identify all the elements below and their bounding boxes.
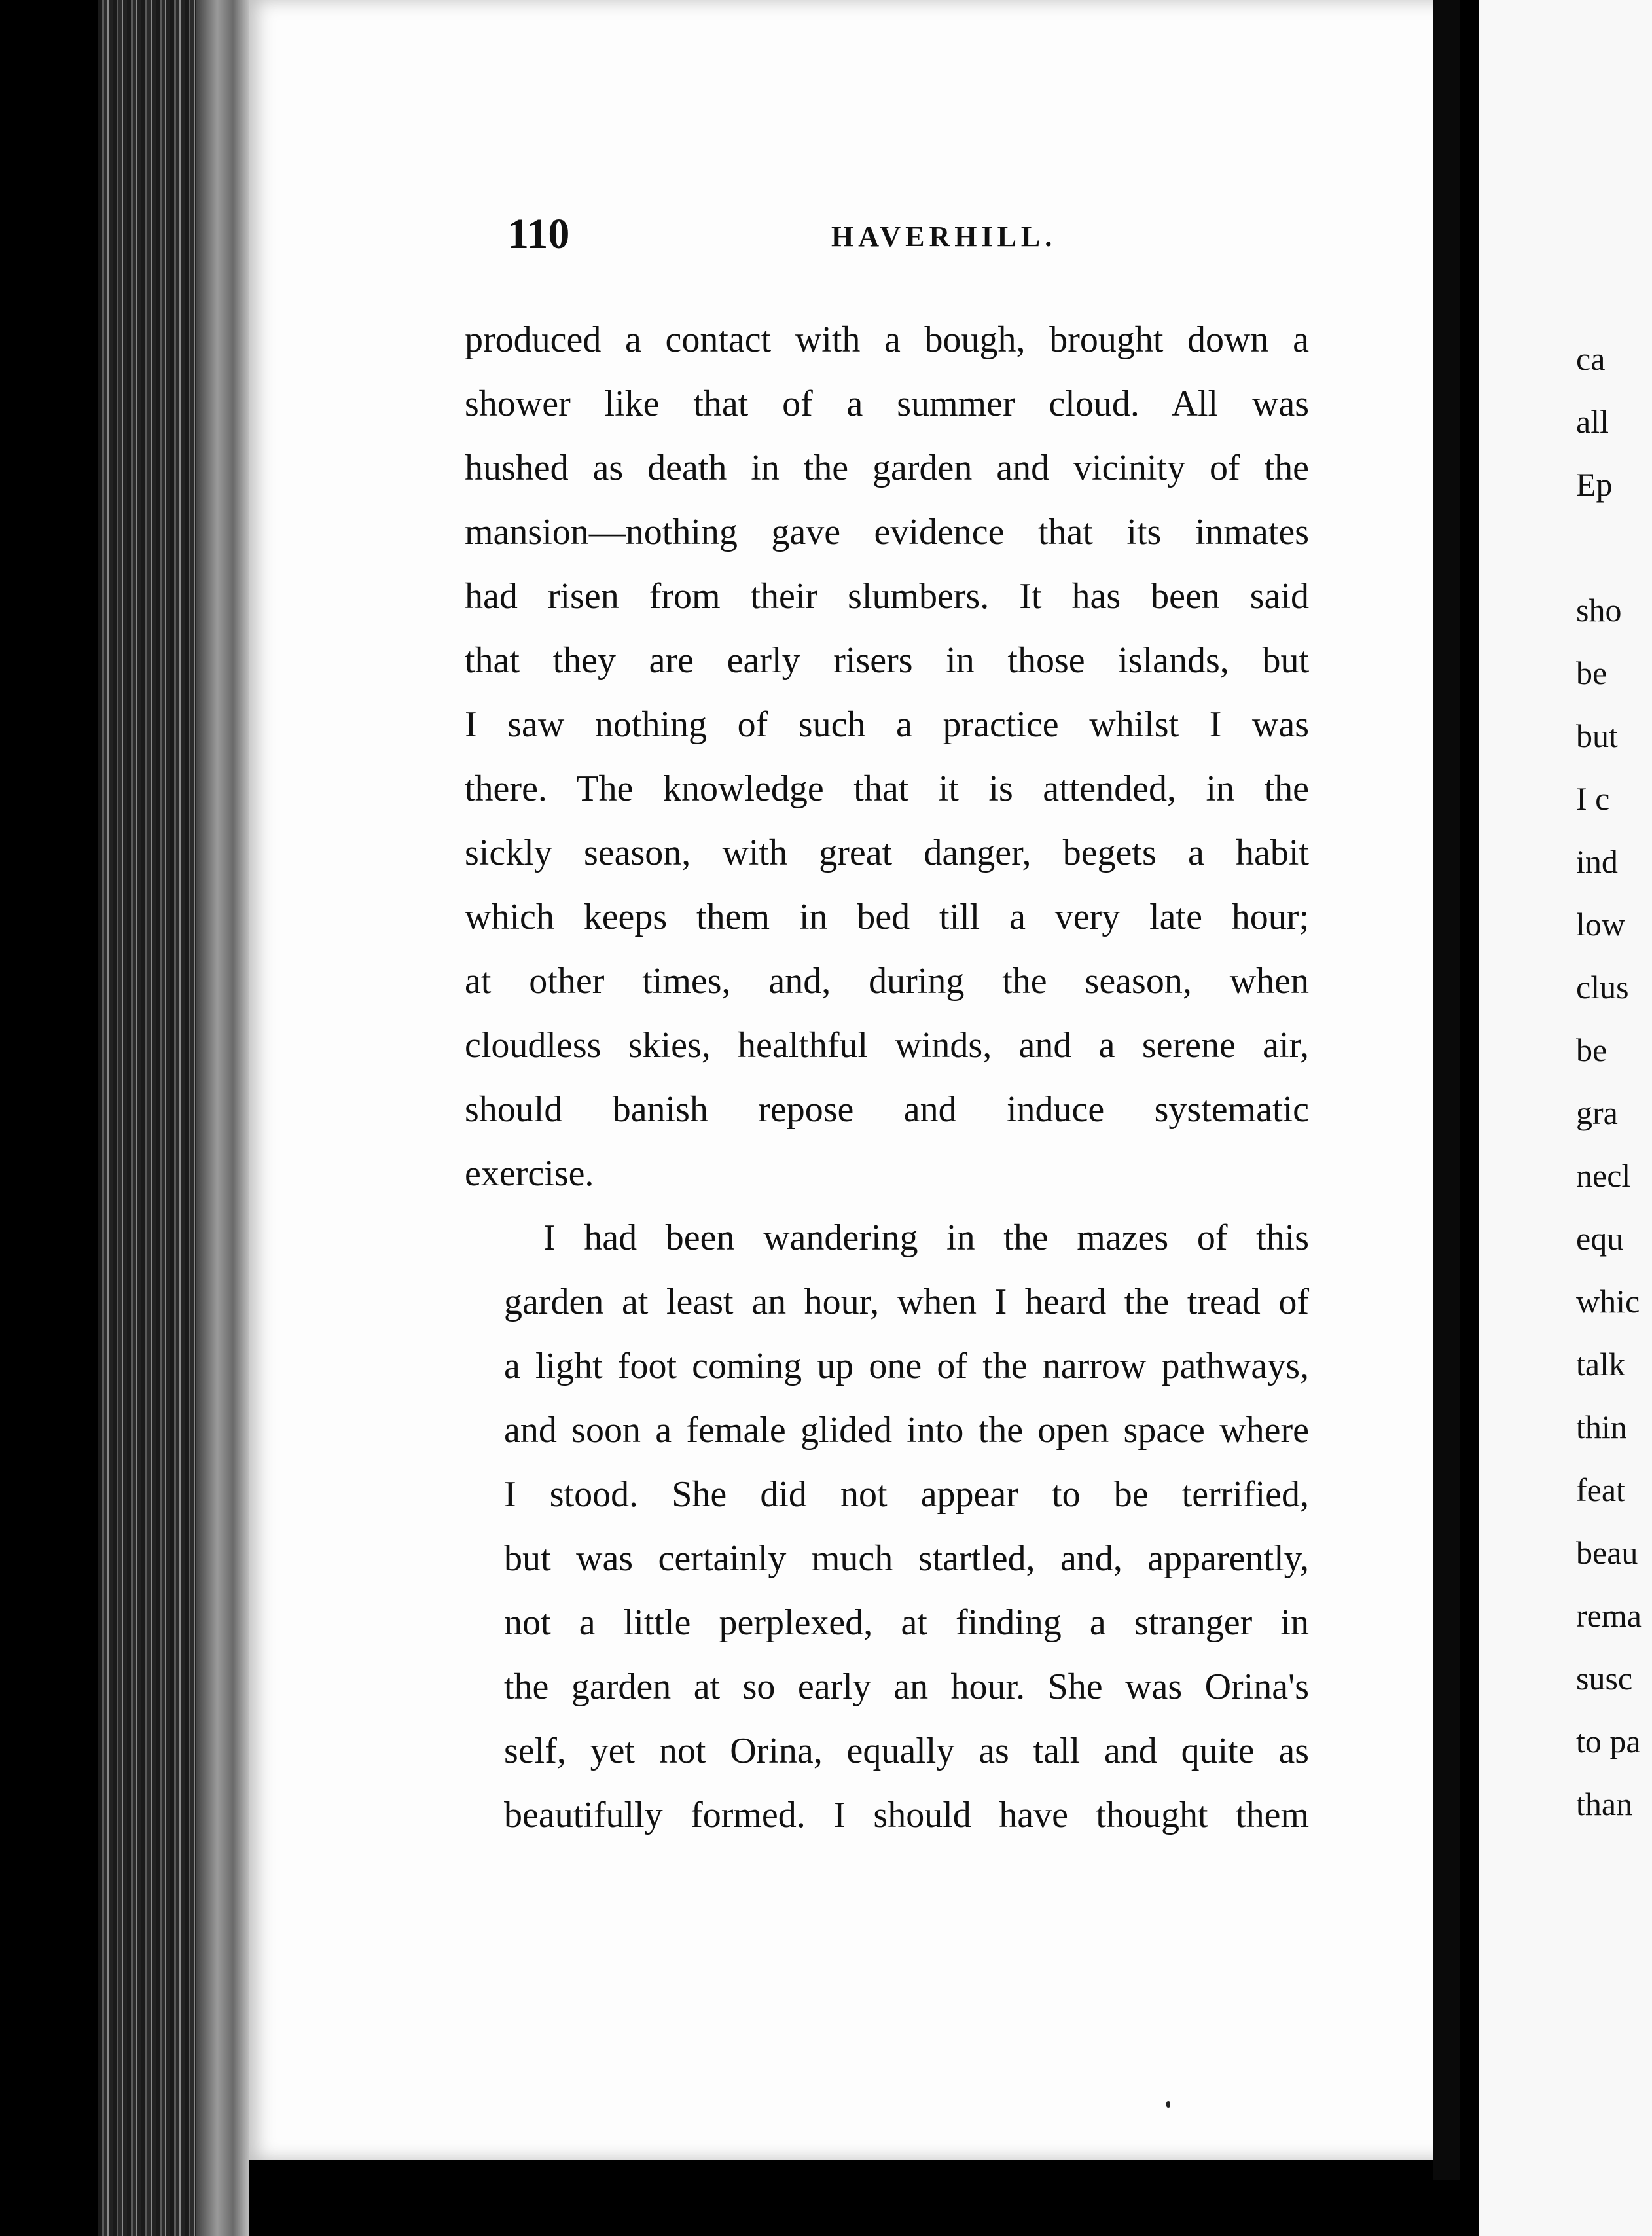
facing-fragment: than	[1576, 1786, 1633, 1822]
facing-fragment: to pa	[1576, 1723, 1641, 1759]
facing-fragment: clus	[1576, 969, 1629, 1005]
text-line: at other times, and, during the season, when	[465, 961, 1309, 1001]
facing-fragment: be	[1576, 655, 1607, 691]
text-line: cloudless skies, healthful winds, and a serene air,	[465, 1025, 1309, 1066]
text-line: sickly season, with great danger, begets a habit	[465, 833, 1309, 873]
text-line: garden at least an hour, when I heard the tread of	[504, 1282, 1309, 1322]
facing-fragment	[1576, 516, 1652, 579]
running-head: HAVERHILL.	[831, 221, 1057, 253]
ink-speck	[1166, 2101, 1170, 2108]
text-line: which keeps them in bed till a very late hour;	[465, 897, 1309, 937]
facing-fragment: I c	[1576, 780, 1610, 817]
facing-fragment: low	[1576, 906, 1625, 943]
facing-fragment: susc	[1576, 1660, 1633, 1697]
text-line: not a little perplexed, at finding a stranger in	[504, 1602, 1309, 1643]
text-line: had risen from their slumbers. It has been said	[465, 576, 1309, 617]
facing-fragment: ca	[1576, 340, 1606, 377]
facing-fragment: ind	[1576, 843, 1618, 880]
text-line: that they are early risers in those islands, but	[465, 640, 1309, 681]
facing-fragment: whic	[1576, 1283, 1640, 1320]
text-line: I had been wandering in the mazes of this	[543, 1217, 1309, 1258]
paragraph-2	[465, 1206, 1309, 1847]
facing-fragment: beau	[1576, 1534, 1638, 1571]
text-line: the garden at so early an hour. She was Orina's	[504, 1667, 1309, 1707]
facing-page-text-fragments	[1576, 327, 1652, 1835]
facing-fragment: equ	[1576, 1220, 1624, 1257]
facing-fragment: rema	[1576, 1597, 1642, 1634]
facing-fragment: feat	[1576, 1471, 1625, 1508]
text-line: mansion—nothing gave evidence that its inmates	[465, 512, 1309, 552]
text-line: self, yet not Orina, equally as tall and quite as	[504, 1731, 1309, 1771]
page-number: 110	[507, 210, 570, 258]
facing-fragment: gra	[1576, 1094, 1618, 1131]
book-page	[249, 0, 1446, 2160]
facing-fragment: sho	[1576, 592, 1622, 628]
page-gutter-shadow	[1433, 0, 1460, 2180]
book-page-edges	[196, 0, 249, 2236]
text-line: there. The knowledge that it is attended, in the	[465, 768, 1309, 809]
facing-fragment: Ep	[1576, 466, 1613, 503]
facing-fragment: all	[1576, 403, 1609, 440]
text-line: hushed as death in the garden and vicinity of the	[465, 448, 1309, 488]
text-line: I saw nothing of such a practice whilst I was	[465, 704, 1309, 745]
facing-fragment: necl	[1576, 1157, 1631, 1194]
facing-fragment: talk	[1576, 1346, 1625, 1382]
facing-fragment: be	[1576, 1032, 1607, 1068]
page-body-text	[465, 308, 1309, 1847]
page-header	[249, 209, 1446, 268]
text-line: shower like that of a summer cloud. All was	[465, 384, 1309, 424]
text-line: produced a contact with a bough, brought down a	[465, 319, 1309, 360]
text-line: exercise.	[465, 1153, 594, 1194]
text-line: but was certainly much startled, and, apparently,	[504, 1538, 1309, 1579]
paragraph-1	[465, 308, 1309, 1206]
facing-fragment: but	[1576, 717, 1618, 754]
text-line: and soon a female glided into the open space where	[504, 1410, 1309, 1451]
text-line: a light foot coming up one of the narrow pathways,	[504, 1346, 1309, 1386]
text-line: should banish repose and induce systematic	[465, 1089, 1309, 1130]
text-line: I stood. She did not appear to be terrified,	[504, 1474, 1309, 1515]
text-line: beautifully formed. I should have thought them	[504, 1795, 1309, 1835]
facing-fragment: thin	[1576, 1409, 1627, 1445]
